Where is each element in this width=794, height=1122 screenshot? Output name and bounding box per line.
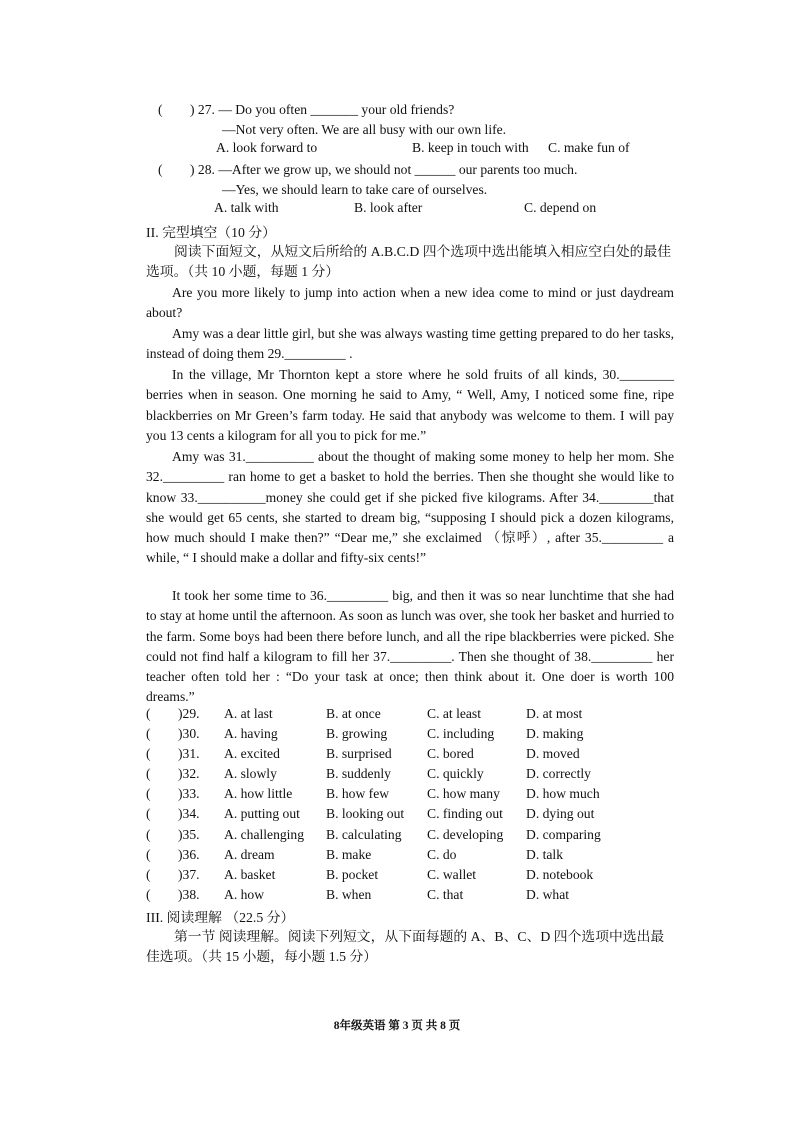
choice-row: [146, 744, 666, 764]
question-stem: ) 28. —After we grow up, we should not ______ our parents too much.: [190, 162, 578, 177]
answer-paren[interactable]: (: [146, 726, 151, 742]
choice-number: )34.: [178, 806, 200, 822]
option-c: C. make fun of: [548, 140, 630, 155]
answer-paren[interactable]: (: [146, 746, 151, 762]
choice-row: [146, 704, 666, 724]
option-c: C. finding out: [427, 806, 503, 822]
passage-paragraph: In the village, Mr Thornton kept a store where he sold fruits of all kinds, 30.________ berries when in season. One morning he said to Amy, “ Well, Amy, I noticed some fine, ripe blackberries on Mr Green’s farm today. He said that anybody was welcome to them. I will pay you 13 cents a kilogram for all you to pick for me.”: [146, 367, 674, 443]
choice-row: [146, 865, 666, 885]
option-b: B. suddenly: [326, 766, 391, 782]
option-d: D. notebook: [526, 866, 594, 882]
option-b: B. surprised: [326, 746, 392, 762]
option-b: B. look after: [354, 200, 423, 215]
choice-number: )35.: [178, 826, 200, 842]
option-a: A. basket: [224, 866, 276, 882]
choice-row: [146, 845, 666, 865]
answer-paren[interactable]: (: [146, 866, 151, 882]
option-b: B. keep in touch with: [412, 140, 529, 155]
option-b: B. looking out: [326, 806, 405, 822]
option-a: A. at last: [224, 706, 273, 721]
option-d: D. making: [526, 726, 584, 742]
section-heading: II. 完型填空（10 分）: [146, 225, 276, 240]
answer-paren[interactable]: (: [146, 786, 151, 802]
question-reply: —Not very often. We are all busy with our own life.: [222, 122, 507, 137]
option-d: D. at most: [526, 706, 583, 721]
option-a: A. excited: [224, 746, 280, 762]
choice-number: )36.: [178, 846, 200, 862]
answer-paren[interactable]: (: [146, 706, 151, 721]
answer-paren[interactable]: (: [158, 102, 163, 117]
option-c: C. including: [427, 726, 495, 742]
option-c: C. do: [427, 846, 457, 862]
choice-row: [146, 885, 666, 905]
choice-number: )38.: [178, 886, 200, 902]
choice-row: [146, 764, 666, 784]
option-c: C. bored: [427, 746, 474, 762]
passage-paragraph: It took her some time to 36._________ big, and then it was so near lunchtime that she had to stay at home until the afternoon. As soon as lunch was over, she took her basket and hurried to the farm. Some boys had been there before lunch, and all the ripe blackberries were picked. She could not find half a kilogram to fill her 37._________. Then she thought of 38._________ her teacher often told her : “Do your task at once; then think about it. One doer is worth 100 dreams.”: [146, 588, 674, 705]
option-a: A. how little: [224, 786, 293, 802]
option-c: C. that: [427, 886, 464, 902]
answer-paren[interactable]: (: [146, 846, 151, 862]
option-a: A. dream: [224, 846, 275, 862]
answer-paren[interactable]: (: [158, 162, 163, 177]
cloze-choices: [146, 704, 666, 905]
passage-paragraph: Are you more likely to jump into action when a new idea come to mind or just daydream about?: [146, 285, 674, 321]
option-a: A. having: [224, 726, 278, 742]
option-b: B. pocket: [326, 866, 379, 882]
section-instruction: 阅读下面短文，从短文后所给的 A.B.C.D 四个选项中选出能填入相应空白处的最佳选项。（共 10 小题，每题 1 分）: [146, 244, 672, 279]
option-c: C. developing: [427, 826, 504, 842]
option-c: C. wallet: [427, 866, 477, 882]
option-d: D. comparing: [526, 826, 601, 842]
option-b: B. calculating: [326, 826, 402, 842]
option-d: D. how much: [526, 786, 600, 802]
option-a: A. slowly: [224, 766, 277, 782]
choice-number: )32.: [178, 766, 200, 782]
option-d: D. talk: [526, 846, 563, 862]
answer-paren[interactable]: (: [146, 766, 151, 782]
option-b: B. at once: [326, 706, 381, 721]
option-a: A. look forward to: [216, 140, 318, 155]
answer-paren[interactable]: (: [146, 806, 151, 822]
option-c: C. quickly: [427, 766, 484, 782]
option-d: D. what: [526, 886, 570, 902]
option-b: B. how few: [326, 786, 390, 802]
option-c: C. how many: [427, 786, 500, 802]
question-stem: ) 27. — Do you often _______ your old friends?: [190, 102, 455, 117]
answer-paren[interactable]: (: [146, 826, 151, 842]
option-a: A. challenging: [224, 826, 305, 842]
choice-row: [146, 825, 666, 845]
answer-paren[interactable]: (: [146, 886, 151, 902]
option-a: A. talk with: [214, 200, 279, 215]
option-d: D. correctly: [526, 766, 591, 782]
option-d: D. dying out: [526, 806, 595, 822]
question-reply: —Yes, we should learn to take care of ourselves.: [222, 182, 488, 197]
choice-number: )31.: [178, 746, 200, 762]
option-b: B. growing: [326, 726, 388, 742]
choice-number: )30.: [178, 726, 200, 742]
option-b: B. make: [326, 846, 372, 862]
page-footer: 8年级英语 第 3 页 共 8 页: [333, 1020, 461, 1032]
option-c: C. at least: [427, 706, 481, 721]
choice-row: [146, 724, 666, 744]
option-a: A. how: [224, 886, 265, 902]
choice-number: )37.: [178, 866, 200, 882]
question-27: [158, 100, 678, 160]
option-a: A. putting out: [224, 806, 300, 822]
option-c: C. depend on: [524, 200, 597, 215]
choice-number: )33.: [178, 786, 200, 802]
section-heading: III. 阅读理解 （22.5 分）: [146, 910, 295, 925]
choice-row: [146, 804, 666, 824]
question-28: [158, 160, 678, 220]
option-b: B. when: [326, 886, 372, 902]
passage-paragraph: Amy was a dear little girl, but she was always wasting time getting prepared to do her tasks, instead of doing them 29._________ .: [146, 326, 674, 362]
option-d: D. moved: [526, 746, 580, 762]
passage-paragraph: Amy was 31.__________ about the thought of making some money to help her mom. She 32._________ ran home to get a basket to hold the berries. Then she thought she would like to know 33.__________money she could get if she picked five kilograms. After 34.________that she would get 65 cents, she started to dream big, “supposing I should pick a dozen kilograms, how much should I make then?” “Dear me,” she exclaimed （惊呼）, after 35._________ a while, “ I should make a dollar and fifty-six cents!”: [146, 449, 674, 566]
choice-row: [146, 784, 666, 804]
section-instruction: 第一节 阅读理解。阅读下列短文，从下面每题的 A、B、C、D 四个选项中选出最佳选项。（共 15 小题，每小题 1.5 分）: [146, 929, 665, 964]
choice-number: )29.: [178, 706, 200, 721]
